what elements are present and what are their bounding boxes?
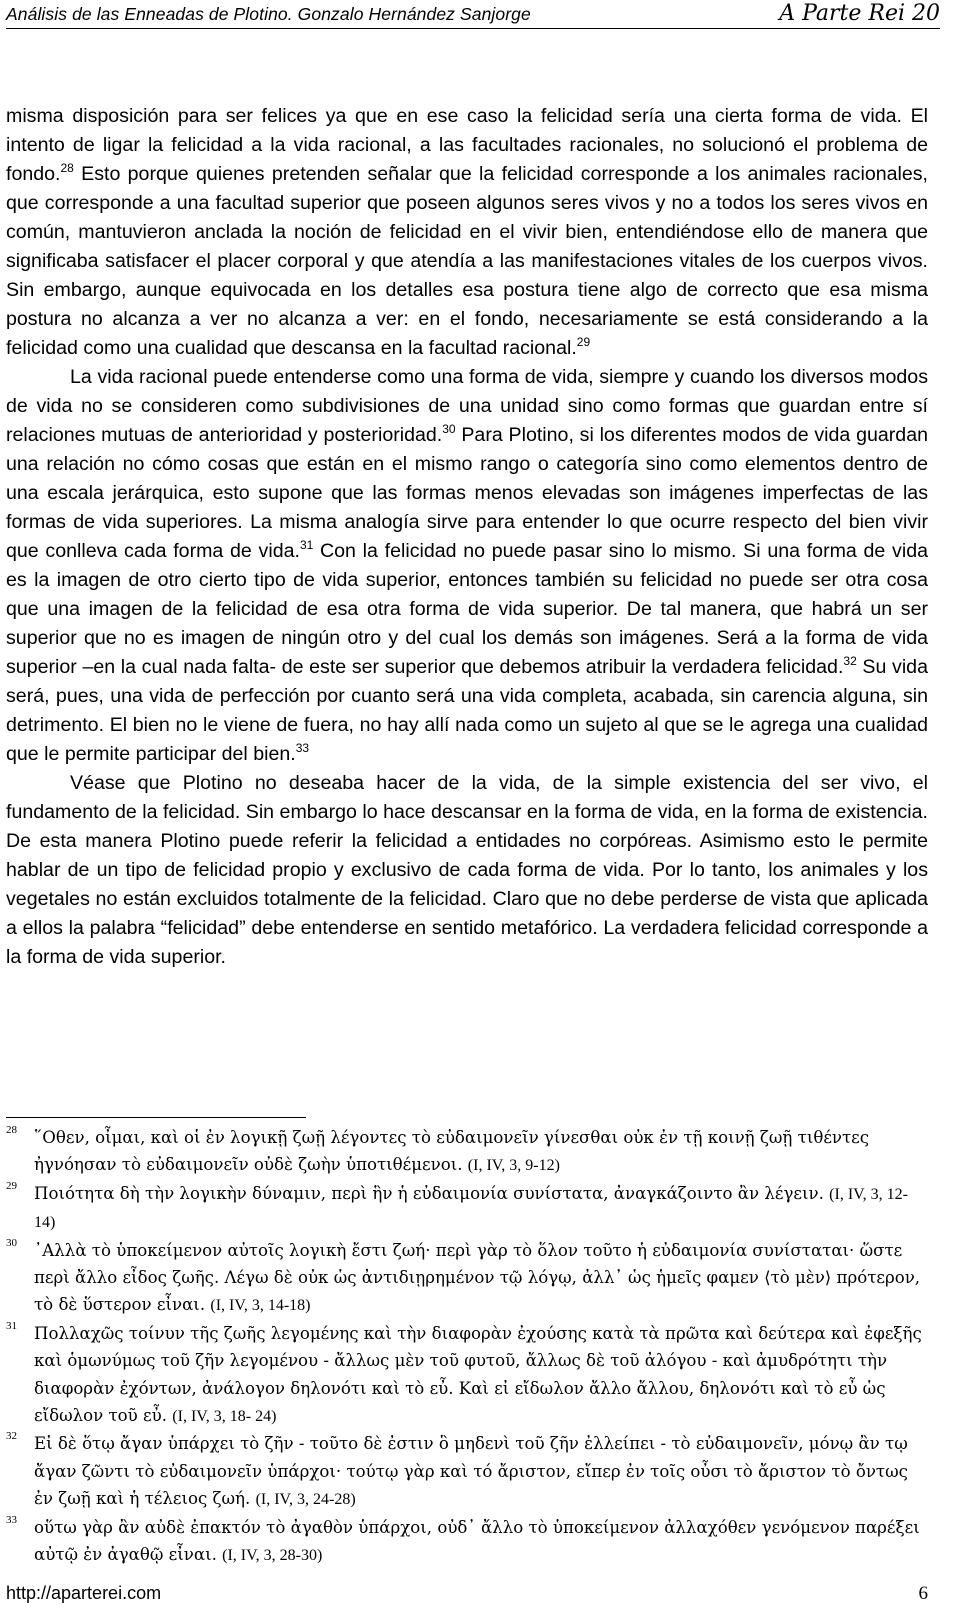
footnote-ref-30[interactable]: 30 xyxy=(442,422,456,436)
footnote-30 xyxy=(6,1237,928,1320)
footnote-citation: (I, IV, 3, 14-18) xyxy=(210,1297,311,1315)
page-header xyxy=(6,2,940,29)
footnote-citation: (I, IV, 3, 18- 24) xyxy=(172,1408,277,1426)
footer-url-link[interactable]: http://aparterei.com xyxy=(6,1583,162,1603)
footnote-ref-28[interactable]: 28 xyxy=(60,161,74,175)
footnote-greek-text: Πολλαχῶς τοίνυν τῆς ζωῆς λεγομένης καὶ τὴν διαφορὰν ἐχούσης κατὰ τὰ πρῶτα καὶ δεύτερα καὶ ἐφεξῆς καὶ ὁμωνύμως τοῦ ζῆν λεγομένου - ἄλλως μὲν τοῦ φυτοῦ, ἄλλως δὲ τοῦ ἀλόγου - καὶ ἀμυδρότητι τὴν διαφορὰν ἐχόντων, ἀνάλογον δηλονότι καὶ τὸ εὖ. Καὶ εἰ εἴδωλον ἄλλο ἄλλου, δηλονότι καὶ τὸ εὖ ὡς εἴδωλον τοῦ εὖ. xyxy=(34,1323,922,1426)
footnote-number: 29 xyxy=(6,1179,17,1192)
footnote-greek-text: Εἰ δὲ ὅτῳ ἄγαν ὑπάρχει τὸ ζῆν - τοῦτο δὲ ἐστιν ὃ μηδενὶ τοῦ ζῆν ἐλλείπει - τὸ εὐδαιμονεῖν, μόνῳ ἂν τῳ ἄγαν ζῶντι τὸ εὐδαιμονεῖν ὑπάρχοι· τούτῳ γὰρ καὶ τό ἄριστον, εἴπερ ἐν τοῖς οὖσι τὸ ἄριστον τὸ ὄντως ἐν ζωῇ καὶ ἡ τέλειος ζωή. xyxy=(34,1434,908,1509)
footnote-number: 28 xyxy=(6,1124,17,1136)
footnote-29 xyxy=(6,1180,928,1237)
footnote-ref-33[interactable]: 33 xyxy=(295,741,310,755)
footnote-greek-text: Ποιότητα δὴ τὴν λογικὴν δύναμιν, περὶ ἣν ἡ εὐδαιμονία συνίστατα, ἀναγκάζοιντο ἂν λέγειν. xyxy=(34,1183,824,1203)
journal-logo: A Parte Rei 20 xyxy=(779,1,940,26)
footnote-greek-text: ᾿Αλλὰ τὸ ὑποκείμενον αὐτοῖς λογικὴ ἔστι ζωή· περὶ γὰρ τὸ ὅλον τοῦτο ἡ εὐδαιμονία συνίσταται· ὥστε περὶ ἄλλο εἶδος ζωῆς. Λέγω δὲ οὐκ ὡς ἀντιδιῃρημένον τῷ λόγῳ, ἀλλ᾿ ὡς ἡμεῖς φαμεν ⟨τὸ μὲν⟩ πρότερον, τὸ δὲ ὕστερον εἶναι. xyxy=(34,1240,921,1315)
main-text xyxy=(6,102,928,972)
footnote-31 xyxy=(6,1320,928,1431)
paragraph-1: misma disposición para ser felices ya que en ese caso la felicidad sería una cierta forma de vida. El intento de ligar la felicidad a la vida racional, a las facultades racionales, no solucionó el problema de fondo.$^{28}$ Esto porque quienes pretenden señalar que la felicidad corresponde a los animales racionales, que corresponde a una facultad superior que poseen algunos seres vivos y no a todos los seres vivos en común, mantuvieron anclada la noción de felicidad en el vivir bien, entendiéndose ello de manera que significaba satisfacer el placer corporal y que atendía a las manifestaciones vitales de los cuerpos vivos. Sin embargo, aunque equivocada en los detalles esa postura tiene algo de correcto que esa misma postura no alcanza a ver no alcanza a ver: en el fondo, necesariamente se está considerando a la felicidad como una cualidad que descansa en la facultad racional.$^{29}$ xyxy=(6,105,928,359)
page-number: 6 xyxy=(918,1583,928,1604)
footnote-citation: (I, IV, 3, 12-14) xyxy=(34,1185,908,1232)
footnote-ref-32[interactable]: 32 xyxy=(843,654,857,668)
footnote-citation: (I, IV, 3, 9-12) xyxy=(467,1157,560,1175)
footnote-number: 33 xyxy=(6,1513,17,1526)
footnote-number: 32 xyxy=(6,1430,17,1443)
paragraph-2: La vida racional puede entenderse como una forma de vida, siempre y cuando los diversos modos de vida no se consideren como subdivisiones de una unidad sino como formas que guardan entre sí relaciones mutuas de anterioridad y posterioridad.$^{30}$ Para Plotino, si los diferentes modos de vida guardan una relación no cómo cosas que están en el mismo rango o categoría sino como elementos dentro de una escala jerárquica, esto supone que las formas menos elevadas son imágenes imperfectas de las formas de vida superiores. La misma analogía sirve para entender lo que ocurre respecto del bien vivir que conlleva cada forma de vida.$^{31}$ Con la felicidad no puede pasar sino lo mismo. Si una forma de vida es la imagen de otro cierto tipo de vida superior, entonces también su felicidad no puede ser otra cosa que una imagen de la felicidad de esa otra forma de vida superior. De tal manera, que habrá un ser superior que no es imagen de ningún otro y del cual los demás son imágenes. Será a la forma de vida superior –en la cual nada falta- de este ser superior que debemos atribuir la verdadera felicidad.$^{32}$ Su vida será, pues, una vida de perfección por cuanto será una vida completa, acabada, sin carencia alguna, sin detrimento. El bien no le viene de fuera, no hay allí nada como un sujeto al que se le agrega una cualidad que le permite participar del bien.$^{33}$ xyxy=(6,366,929,765)
footnote-ref-31[interactable]: 31 xyxy=(299,538,314,552)
header-title: Análisis de las Enneadas de Plotino. Gonzalo Hernández Sanjorge xyxy=(6,4,531,24)
footnote-citation: (I, IV, 3, 24-28) xyxy=(255,1491,356,1509)
footnote-greek-text: οὕτω γὰρ ἂν αὐδὲ ἐπακτόν τὸ ἀγαθὸν ὑπάρχοι, οὐδ᾿ ἄλλο τὸ ὑποκείμενον ἀλλαχόθεν γενόμενον παρέξει αὐτῷ ἐν ἀγαθῷ εἶναι. xyxy=(34,1517,920,1565)
footnote-number: 30 xyxy=(6,1236,17,1249)
footnote-number: 31 xyxy=(6,1319,17,1332)
footnote-28 xyxy=(6,1124,928,1180)
footnote-32 xyxy=(6,1430,928,1513)
footnote-separator xyxy=(6,1117,306,1118)
paragraph-3: Véase que Plotino no deseaba hacer de la vida, de la simple existencia del ser vivo, el fundamento de la felicidad. Sin embargo lo hace descansar en la forma de vida, en la forma de existencia. De esta manera Plotino puede referir la felicidad a entidades no corpóreas. Asimismo esto le permite hablar de un tipo de felicidad propio y exclusivo de cada forma de vida. Por lo tanto, los animales y los vegetales no están excluidos totalmente de la felicidad. Claro que no debe perderse de vista que aplicada a ellos la palabra “felicidad” debe entenderse en sentido metafórico. La verdadera felicidad corresponde a la forma de vida superior. xyxy=(6,772,928,968)
footnote-ref-29[interactable]: 29 xyxy=(576,335,591,349)
footnote-citation: (I, IV, 3, 28-30) xyxy=(222,1547,323,1565)
footnote-greek-text: ῞Οθεν, οἶμαι, καὶ οἱ ἐν λογικῇ ζωῇ λέγοντες τὸ εὐδαιμονεῖν γίνεσθαι οὐκ ἐν τῇ κοινῇ ζωῇ τιθέντες ἠγνόησαν τὸ εὐδαιμονεῖν οὐδὲ ζωὴν ὑποτιθέμενοι. xyxy=(34,1128,870,1175)
footnote-33 xyxy=(6,1514,928,1570)
footnotes xyxy=(6,1124,928,1570)
